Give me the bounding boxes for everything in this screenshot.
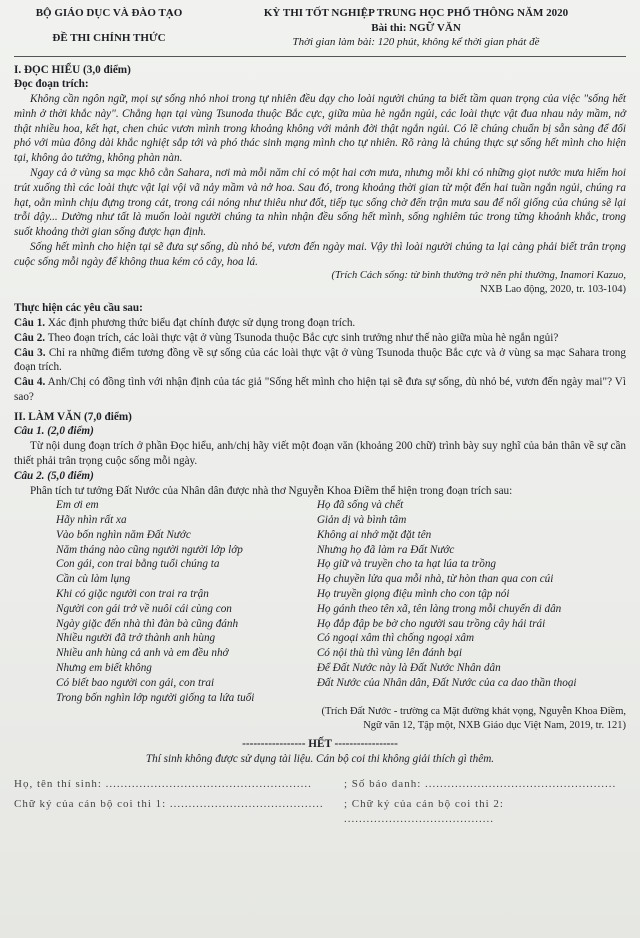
question-3-text: Chỉ ra những điểm tương đồng về sự sống của các loài thực vật ở vùng Tsunoda thuộc Bắc cực và ở vùng sa mạc Sahara trong đoạn trích. [14, 346, 626, 374]
ministry-name: BỘ GIÁO DỤC VÀ ĐÀO TẠO [35, 7, 183, 19]
question-4-num: Câu 4. [14, 376, 46, 389]
poem-left-line: Có biết bao người con gái, con trai [56, 676, 215, 689]
essay-q2-text: Phân tích tư tưởng Đất Nước của Nhân dân được nhà thơ Nguyễn Khoa Điềm thể hiện trong đoạn trích sau: [30, 484, 513, 497]
exam-name: KỲ THI TỐT NGHIỆP TRUNG HỌC PHỔ THÔNG NĂM 2020 [263, 7, 569, 19]
header-right [206, 6, 626, 50]
candidate-name-field: Họ, tên thí sinh: ....................................................... [14, 777, 312, 790]
question-2-num: Câu 2. [14, 331, 46, 344]
poem-left-line: Nhưng em biết không [56, 661, 152, 674]
poem-citation-2: Ngữ văn 12, Tập một, NXB Giáo dục Việt Nam, 2019, tr. 121) [363, 720, 626, 732]
invigilator-2-signature: ; Chữ ký của cán bộ coi thi 2: ........................................ [344, 798, 504, 825]
poem-left-line: Trong bốn nghìn lớp người giống ta lứa tuổi [56, 691, 255, 704]
end-marker: ----------------- HẾT ----------------- [242, 738, 398, 751]
essay-q1-text: Từ nội dung đoạn trích ở phần Đọc hiểu, anh/chị hãy viết một đoạn văn (khoảng 200 chữ) trình bày suy nghĩ của bản thân về sự cần thiết phải trân trọng cuộc sống mỗi ngày. [14, 440, 626, 468]
passage-paragraph-1: Không cần ngôn ngữ, mọi sự sống nhỏ nhoi trong tự nhiên đều dạy cho loài người chúng ta biết tầm quan trọng của việc "sống hết mình ở thời khắc này". Chẳng hạn tại vùng Tsunoda thuộc Bắc cực, giữa mùa hè ngắn ngủi, các loài thực vật đua nhau nảy mầm, nở thật nhiều hoa, kết hạt, chen chúc vươn mình trong khoảng không với mảnh đời thật ngắn ngủi. Có lẽ chúng chuẩn bị sẵn sàng để đối phó với mùa đông dài khắc nghiệt sắp tới và phó thác sinh mạng mình cho tự nhiên. Rõ ràng là chúng thực sự sống hết mình cho hiện tại, không ảo tưởng, không phàn nàn. [14, 93, 626, 165]
question-1-num: Câu 1. [14, 316, 46, 329]
passage-citation-2: NXB Lao động, 2020, tr. 103-104) [480, 284, 626, 296]
poem-right-line: Có nội thù thì vùng lên đánh bại [316, 647, 462, 660]
question-3 [14, 346, 626, 376]
requirements-label: Thực hiện các yêu cầu sau: [14, 302, 143, 315]
header-left [14, 6, 204, 50]
poem-left-line: Năm tháng nào cũng người người lớp lớp [56, 543, 243, 556]
poem-excerpt [56, 498, 626, 705]
subject-name: Bài thi: NGỮ VĂN [371, 21, 461, 34]
passage-citation-1: (Trích Cách sống: từ bình thường trở nên phi thường, Inamori Kazuo, [331, 270, 626, 282]
poem-left-line: Nhiều người đã trở thành anh hùng [56, 632, 216, 645]
poem-right-line: Nhưng họ đã làm ra Đất Nước [316, 543, 455, 556]
exam-note: Thí sinh không được sử dụng tài liệu. Cán bộ coi thi không giải thích gì thêm. [145, 752, 495, 765]
question-2 [14, 331, 626, 346]
poem-left-line: Cần cù làm lụng [56, 573, 131, 586]
question-3-num: Câu 3. [14, 346, 46, 359]
poem-right-line: Có ngoại xâm thì chống ngoại xâm [316, 632, 475, 645]
question-4-text: Anh/Chị có đồng tình với nhận định của tác giả "Sống hết mình cho hiện tại sẽ đưa sự sống, dù nhỏ bé, vươn đến ngày mai"? Vì sao? [14, 376, 626, 403]
official-label: ĐỀ THI CHÍNH THỨC [52, 31, 166, 44]
poem-left-line: Hãy nhìn rất xa [56, 514, 127, 527]
poem-right-line: Họ đã sống và chết [316, 499, 404, 512]
passage-paragraph-2: Ngay cả ở vùng sa mạc khô cằn Sahara, nơi mà mỗi năm chỉ có một hai cơn mưa, nhưng mỗi khi có những giọt nước mưa hiếm hoi trút xuống thì các loài thực vật lại vội vã nảy mầm và nở hoa. Sau đó, trong khoảng thời gian từ một đến hai tuần ngắn ngủi, chúng ra hạt, oằn mình chịu đựng trong cát, trong cái nóng như thiêu như đốt, tiếp tục sống chờ đến trận mưa sau để nối giống của chúng sẽ lại trỗi dậy... Dường như tất là muốn loài người chúng ta nhìn nhận đều sống hết mình, sống nghiêm túc trong từng khoảnh khắc, trong suốt khoảng thời gian sống được hạn định. [14, 167, 626, 239]
candidate-number-field: ; Số báo danh: ................................................... [344, 777, 617, 790]
poem-citation-1: (Trích Đất Nước - trường ca Mặt đường khát vọng, Nguyễn Khoa Điềm, [321, 706, 626, 718]
poem-left-line: Khi có giặc người con trai ra trận [56, 588, 209, 601]
poem-right-line: Họ truyền giọng điệu mình cho con tập nói [316, 588, 510, 601]
poem-left-column [56, 498, 317, 705]
poem-right-line: Đất Nước của Nhân dân, Đất Nước của ca dao thần thoại [316, 676, 577, 689]
poem-right-line: Họ gánh theo tên xã, tên làng trong mỗi chuyến di dân [316, 602, 562, 615]
candidate-row [14, 777, 626, 792]
poem-right-line: Họ đắp đập be bờ cho người sau trồng cây hái trái [316, 617, 546, 630]
question-1-text: Xác định phương thức biểu đạt chính được sử dụng trong đoạn trích. [47, 316, 356, 329]
poem-left-line: Người con gái trở về nuôi cái cùng con [56, 602, 232, 615]
poem-left-line: Ngày giặc đến nhà thì đàn bà cũng đánh [56, 617, 239, 630]
question-1 [14, 316, 626, 331]
part2-title: II. LÀM VĂN (7,0 điểm) [14, 410, 132, 423]
passage-paragraph-3: Sống hết mình cho hiện tại sẽ đưa sự sống, dù nhỏ bé, vươn đến ngày mai. Vậy thì loài người chúng ta lại càng phải biết trân trọng cuộc sống mỗi ngày để không thua kém cỏ cây, hoa lá. [14, 240, 626, 268]
poem-right-line: Không ai nhớ mặt đặt tên [316, 528, 432, 541]
read-label: Đọc đoạn trích: [14, 78, 89, 91]
essay-q1-label: Câu 1. (2,0 điểm) [14, 425, 94, 438]
poem-left-line: Con gái, con trai bằng tuổi chúng ta [56, 558, 220, 571]
poem-left-line: Nhiều anh hùng cả anh và em đều nhớ [56, 647, 229, 660]
poem-left-line: Em ơi em [56, 499, 99, 512]
poem-right-column [317, 498, 626, 705]
invigilator-1-signature: Chữ ký của cán bộ coi thi 1: ......................................... [14, 798, 324, 811]
exam-header [14, 6, 626, 50]
poem-right-line: Giản dị và bình tâm [316, 514, 407, 527]
signature-row [14, 797, 626, 826]
question-2-text: Theo đoạn trích, các loài thực vật ở vùng Tsunoda thuộc Bắc cực sinh trưởng như thế nào giữa mùa hè ngắn ngủi? [47, 331, 559, 344]
exam-time: Thời gian làm bài: 120 phút, không kể thời gian phát đề [292, 36, 540, 49]
question-4 [14, 375, 626, 405]
poem-right-line: Họ giữ và truyền cho ta hạt lúa ta trồng [316, 558, 497, 571]
essay-q2-label: Câu 2. (5,0 điểm) [14, 469, 94, 482]
header-divider [14, 56, 626, 57]
poem-right-line: Họ chuyền lửa qua mỗi nhà, từ hòn than qua con cúi [316, 573, 554, 586]
part1-title: I. ĐỌC HIỂU (3,0 điểm) [14, 63, 131, 76]
poem-left-line: Vào bốn nghìn năm Đất Nước [56, 528, 191, 541]
poem-right-line: Để Đất Nước này là Đất Nước Nhân dân [316, 661, 501, 674]
